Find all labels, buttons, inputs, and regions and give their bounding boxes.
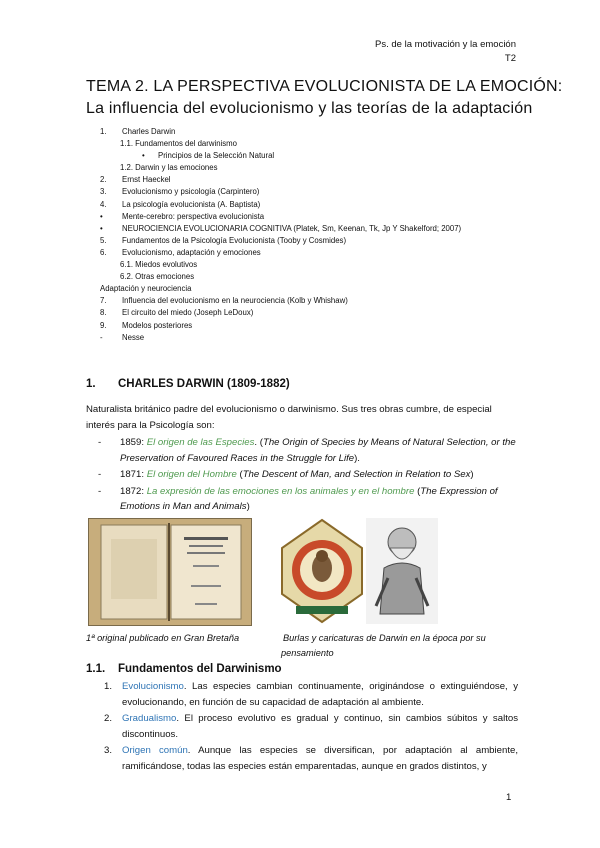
work-title-link[interactable]: El origen del Hombre [146,469,237,480]
toc-item [86,150,526,162]
toc-item-number: 5. [100,235,107,245]
section-1-1-title: Fundamentos del Darwinismo [118,663,282,675]
caption-book: 1ª original publicado en Gran Bretaña [86,633,240,643]
toc-item-label: 1.1. Fundamentos del darwinismo [120,139,238,149]
work-end: ) [470,469,474,480]
toc-item-label: NEUROCIENCIA EVOLUCIONARIA COGNITIVA (Platek, Sm, Keenan, Tk, Jp Y Shakelford; 2007) [122,223,462,233]
work-separator: . ( [254,437,263,448]
work-year: 1859: [120,437,145,448]
fundamento-text: . Aunque las especies se diversifican, por adaptación al ambiente, ramificándose, todas las especies están emparentadas, aunque en grados distintos, y [122,745,518,772]
section-1-title: CHARLES DARWIN (1809-1882) [118,378,290,390]
fundamentos-list [104,679,518,775]
work-original-title: The Expression of Emotions in Man and Animals [120,485,498,512]
toc-item-number: - [100,332,103,342]
toc-item-label: Fundamentos de la Psicología Evolucionista (Tooby y Cosmides) [122,235,347,245]
toc-item [86,235,526,247]
caption-caricatures-text: Burlas y caricaturas de Darwin en la época por su pensamiento [281,633,486,658]
toc-item [86,259,526,271]
toc-item-label: La psicología evolucionista (A. Baptista) [122,199,261,209]
toc-item [86,138,526,150]
toc-item-label: Influencia del evolucionismo en la neurociencia (Kolb y Whishaw) [122,296,348,306]
toc-item-number: 9. [100,320,107,330]
dash-bullet: - [98,469,102,480]
book-icon [89,519,251,625]
work-end: ) [246,501,250,512]
toc-item-number: 1. [100,127,107,136]
toc-item [86,162,526,174]
course-code: T2 [504,53,516,64]
toc-item [86,283,526,295]
toc-item-number: 2. [100,175,107,185]
caption-caricatures [281,631,531,661]
fundamento-number: 3. [104,745,113,756]
toc-item [86,295,526,307]
toc-item [86,247,526,259]
work-separator: ( [414,485,421,497]
title-line-2: La influencia del evolucionismo y las teorías de la adaptación [86,100,533,117]
fundamento-text: . El proceso evolutivo es gradual y continuo, sin cambios súbitos y saltos discontinuos. [122,713,518,740]
fundamento-item [104,679,518,710]
toc-item [86,186,526,198]
course-header: Ps. de la motivación y la emoción [375,39,516,50]
toc-item-label: Modelos posteriores [122,320,193,330]
title-line-1: TEMA 2. LA PERSPECTIVA EVOLUCIONISTA DE LA EMOCIÓN: [86,78,563,95]
toc-item-number: 6. [100,247,107,257]
fundamento-item [104,743,518,774]
page-title [86,76,562,120]
toc-item-label: 6.2. Otras emociones [120,272,195,282]
toc-item-label: El circuito del miedo (Joseph LeDoux) [122,308,254,318]
work-separator: ( [236,469,243,480]
caricature-icon [366,518,438,624]
toc-item [86,332,526,344]
section-1-intro: Naturalista británico padre del evolucionismo o darwinismo. Sus tres obras cumbre, de especial interés para la Psicología son: [86,404,492,431]
toc-item [86,211,526,223]
toc-item [86,271,526,283]
toc-item-label: Adaptación y neurociencia [100,284,192,294]
table-of-contents [86,126,526,344]
toc-item-number: • [100,223,103,233]
fundamento-text: . Las especies cambian continuamente, originándose o extinguiéndose, y evolucionando, en función de su capacidad de adaptación al ambiente. [122,681,518,708]
fundamento-term: Origen común [122,745,188,756]
work-year: 1872: [120,485,145,497]
section-1-number: 1. [86,378,96,390]
work-item [98,435,518,466]
toc-item [86,126,526,138]
toc-item-label: 6.1. Miedos evolutivos [120,260,198,270]
fundamento-number: 2. [104,713,113,724]
work-item [98,467,518,483]
toc-item [86,307,526,319]
toc-item-label: 1.2. Darwin y las emociones [120,163,218,173]
toc-item-number: 3. [100,187,107,197]
fundamento-term: Gradualismo [122,713,177,724]
toc-item [86,223,526,235]
fundamento-item [104,711,518,742]
monkey-label-icon [280,518,364,624]
section-1-1-number: 1.1. [86,663,106,675]
darwin-caricature [366,518,438,624]
toc-item-label: Principios de la Selección Natural [158,151,275,161]
toc-item-label: Charles Darwin [122,127,176,136]
toc-item-label: Nesse [122,332,145,342]
work-year: 1871: [120,469,145,480]
toc-item [86,199,526,211]
fundamento-term: Evolucionismo [122,681,184,692]
work-title-link[interactable]: La expresión de las emociones en los animales y en el hombre [146,485,415,497]
toc-item-number: • [100,211,103,221]
toc-item [86,174,526,186]
toc-item-number: • [142,151,145,161]
toc-item-number: 4. [100,199,107,209]
toc-item-label: Evolucionismo, adaptación y emociones [122,247,261,257]
toc-item-number: 8. [100,308,107,318]
work-original-title: The Descent of Man, and Selection in Relation to Sex [242,469,471,480]
toc-item [86,320,526,332]
page-number: 1 [506,792,512,803]
dash-bullet: - [98,485,102,497]
work-original-title: The Origin of Species by Means of Natural Selection, or the Preservation of Favoured Races in the Struggle for Life [120,437,516,464]
work-end: ). [354,452,360,464]
toc-item-label: Ernst Haeckel [122,175,171,185]
works-list [98,435,518,516]
toc-item-label: Mente-cerebro: perspectiva evolucionista [122,211,265,221]
work-item [98,484,518,515]
toc-item-label: Evolucionismo y psicología (Carpintero) [122,187,260,197]
book-photo [88,518,252,626]
dash-bullet: - [98,437,102,448]
anis-label-image [280,518,364,624]
fundamento-number: 1. [104,681,113,692]
toc-item-number: 7. [100,296,107,306]
work-title-link[interactable]: El origen de las Especies [146,437,255,448]
